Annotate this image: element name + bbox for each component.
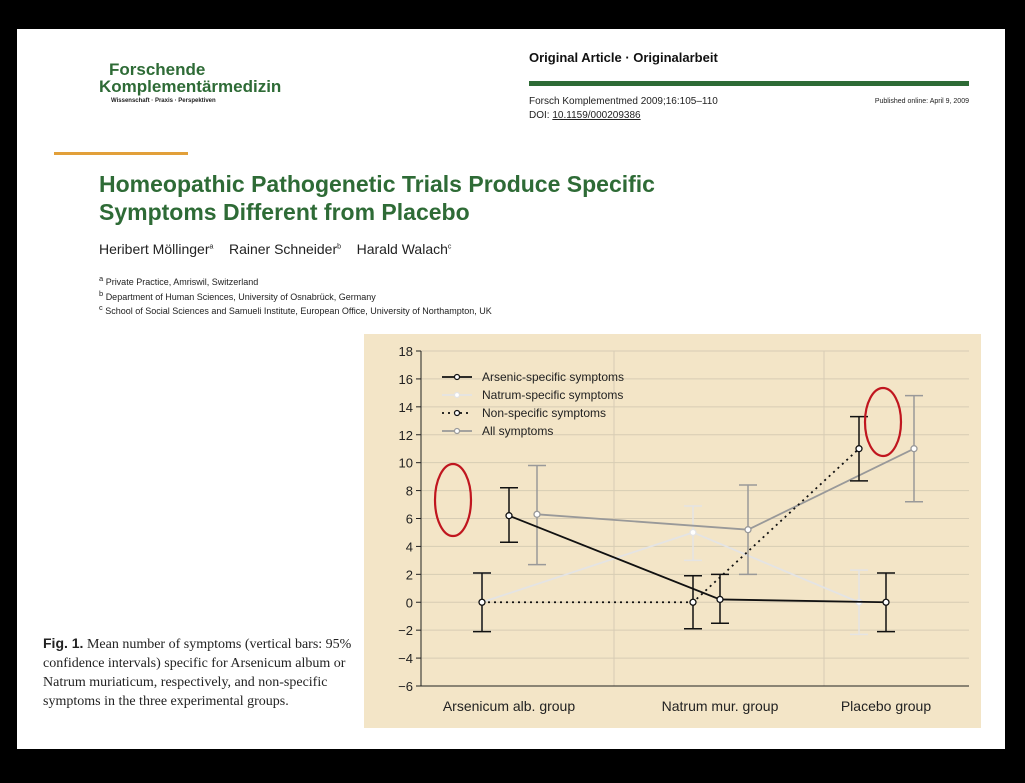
y-tick-label: −6 — [398, 679, 413, 694]
author: Heribert Möllinger — [99, 241, 210, 257]
data-point — [534, 511, 540, 517]
journal-logo-line1: Forschende — [109, 60, 206, 79]
affiliation-sup: c — [99, 303, 103, 312]
citation: Forsch Komplementmed 2009;16:105–110 — [529, 96, 718, 107]
header-divider — [529, 81, 969, 86]
legend-marker — [455, 411, 460, 416]
affiliation-sup: b — [99, 289, 104, 298]
data-point — [690, 529, 696, 535]
authors — [99, 241, 451, 257]
article-title-line2: Symptoms Different from Placebo — [99, 199, 470, 225]
data-point — [745, 527, 751, 533]
legend-marker — [455, 375, 460, 380]
y-tick-label: 0 — [405, 595, 413, 611]
x-tick-label: Natrum mur. group — [661, 698, 779, 714]
article-type: Original Article · Originalarbeit — [529, 50, 718, 65]
affiliation-sup: a — [99, 274, 104, 283]
data-point — [911, 446, 917, 452]
figure-label: Fig. 1. — [43, 635, 84, 651]
y-tick-label: −4 — [398, 651, 413, 667]
line-chart — [364, 334, 981, 728]
published-date: Published online: April 9, 2009 — [874, 98, 969, 105]
author-sup: a — [209, 243, 214, 251]
article-title-line1: Homeopathic Pathogenetic Trials Produce Specific — [99, 171, 655, 197]
x-tick-label: Placebo group — [840, 698, 932, 714]
y-tick-label: 6 — [405, 511, 413, 527]
author-sup: b — [337, 243, 342, 251]
journal-logo-line2: Komplementärmedizin — [99, 77, 282, 96]
legend-label: All symptoms — [482, 424, 554, 438]
y-tick-label: 16 — [398, 371, 413, 387]
highlight-ellipse — [865, 388, 901, 456]
figure-chart — [364, 334, 981, 728]
y-tick-label: 14 — [398, 399, 413, 415]
legend-label: Arsenic-specific symptoms — [482, 370, 625, 384]
series-line — [537, 449, 914, 530]
data-point — [856, 446, 862, 452]
y-tick-label: 4 — [405, 539, 413, 555]
author-sup: c — [447, 243, 452, 251]
legend-label: Natrum-specific symptoms — [482, 388, 624, 402]
doi — [529, 110, 641, 121]
legend-label: Non-specific symptoms — [482, 406, 607, 420]
author: Harald Walach — [356, 241, 448, 257]
doi-label: DOI: — [529, 110, 553, 121]
series-line — [482, 532, 859, 602]
y-tick-label: 18 — [398, 344, 413, 359]
y-tick-label: −2 — [398, 623, 413, 639]
journal-logo-subtitle: Wissenschaft · Praxis · Perspektiven — [111, 98, 216, 104]
highlight-ellipse — [435, 464, 471, 536]
doi-link[interactable]: 10.1159/000209386 — [552, 110, 641, 121]
data-point — [506, 513, 512, 519]
y-tick-label: 8 — [405, 483, 413, 499]
data-point — [479, 599, 485, 605]
figure-caption-text: Mean number of symptoms (vertical bars: 95% confidence intervals) specific for Arsenicum album or Natrum muriaticum, respectively, and non-specific symptoms in the three experimental groups. — [43, 637, 352, 709]
legend-marker — [455, 393, 460, 398]
affiliation — [99, 303, 492, 316]
affiliation-text: Department of Human Sciences, University of Osnabrück, Germany — [105, 292, 376, 302]
data-point — [883, 599, 889, 605]
y-tick-label: 12 — [398, 427, 413, 443]
data-point — [690, 599, 696, 605]
legend-marker — [455, 429, 460, 434]
y-tick-label: 10 — [398, 455, 413, 471]
author: Rainer Schneider — [228, 241, 338, 257]
article-page — [17, 29, 1005, 749]
affiliation — [99, 289, 376, 302]
y-tick-label: 2 — [405, 567, 413, 583]
data-point — [717, 596, 723, 602]
accent-divider — [54, 152, 188, 155]
affiliation-text: Private Practice, Amriswil, Switzerland — [105, 277, 259, 287]
affiliation-text: School of Social Sciences and Samueli Institute, European Office, University of Northampton, UK — [105, 306, 492, 316]
figure-caption — [43, 634, 353, 711]
affiliation — [99, 274, 258, 287]
x-tick-label: Arsenicum alb. group — [442, 698, 576, 714]
